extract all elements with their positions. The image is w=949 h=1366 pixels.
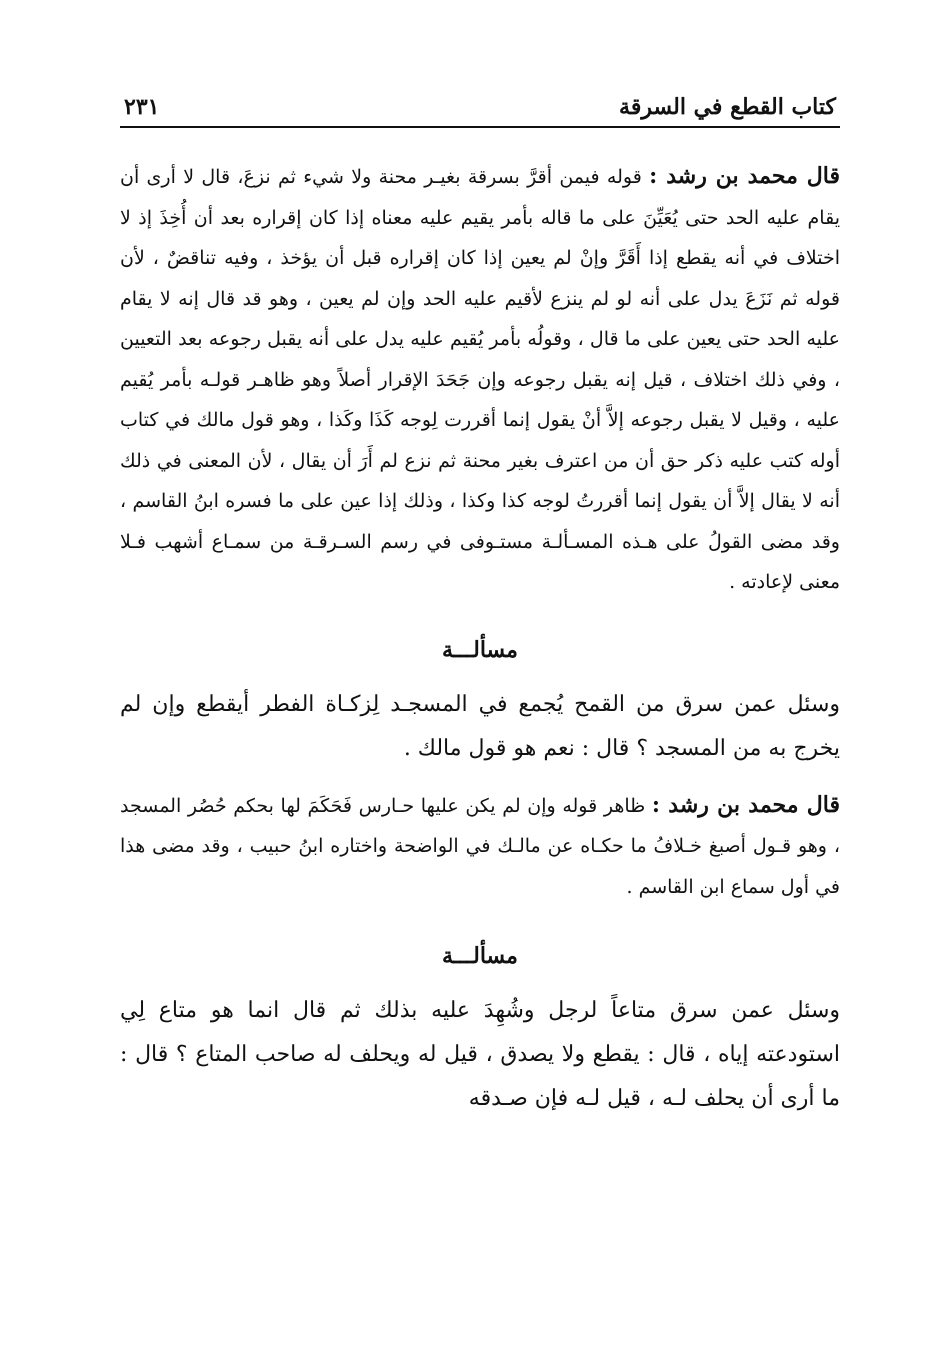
section-heading: مسألـــة [442,636,518,663]
question-paragraph-1: وسئل عمن سرق من القمح يُجمع في المسجـد لِزكـاة الفطر أيقطع وإن لم يخرج به من المسجد ؟ قال : نعم هو قول مالك . [120,691,840,761]
commentary-text: ظاهر قوله وإن لم يكن عليها حـارس فَحَكَمَ لها بحكم حُصُر المسجد ، وهو قـول أصبغ خـلافُ ما حكـاه عن مالـك في الواضحة واختاره ابنُ حبيب ، وقد مضى هذا في أول سماع ابن القاسم . [120,794,840,898]
commentary-paragraph-2 [120,785,840,908]
question-paragraph-2: وسئل عمن سرق متاعاً لرجل وشُهِدَ عليه بذلك ثم قال انما هو متاع لِي استودعته إياه ، قال : يقطع ولا يصدق ، قيل له ويحلف له صاحب المتاع ؟ قال : ما أرى أن يحلف لـه ، قيل لـه فإن صـدقه [120,998,840,1111]
page-header [120,78,840,128]
commentary-speaker: قال محمد بن رشد : [651,791,840,818]
book-page [120,78,840,1121]
commentary-paragraph-1 [120,156,840,603]
running-title: كتاب القطع في السرقة [619,94,836,120]
commentary-speaker: قال محمد بن رشد : [649,163,841,189]
commentary-text: قوله فيمن أقرَّ بسرقة بغيـر محنة ولا شيء ثم نزعَ، قال لا أرى أن يقام عليه الحد حتى يُعَيِّنَ على ما قاله بأمر يقيم عليه معناه إذا كان إقراره بعد أن أُخِذَ إذ لا اختلاف في أنه يقطع إذا أَقَرَّ وإنْ لم يعين إذا كان إقراره قبل أن يؤخذ ، وفيه تناقضٌ ، لأن قوله ثم نَزَعَ يدل على أنه لو لم ينزع لأقيم عليه الحد وإن لم يعين ، وهو قد قال إنه لا يقام عليه الحد حتى يعين على ما قال ، وقولُه بأمر يُقيم عليه يدل على أنه يقبل رجوعه بعد التعيين ، وفي ذلك اختلاف ، قيل إنه يقبل رجوعه وإن جَحَدَ الإقرار أصلاً وهو ظاهـر قولـه بأمر يُقيم عليه ، وقيل لا يقبل رجوعه إلاَّ أنْ يقول إنما أقررت لِوجه كَذَا وكَذا ، وهو قول مالك في كتاب أوله كتب عليه ذكر حق أن من اعترف بغير محنة ثم نزع لم أَرَ أن يقال ، لأن المعنى في ذلك أنه لا يقال إلاَّ أن يقول إنما أقررتُ لوجه كذا وكذا ، وذلك إذا عين على ما فسره ابنُ القاسم ، وقد مضى القولُ على هـذه المسـألـة مستـوفى في رسم السـرقـة من سمـاع أشهب فـلا معنى لإعادته . [120,166,840,593]
section-heading: مسألـــة [442,943,518,969]
page-number: ٢٣١ [124,94,160,120]
